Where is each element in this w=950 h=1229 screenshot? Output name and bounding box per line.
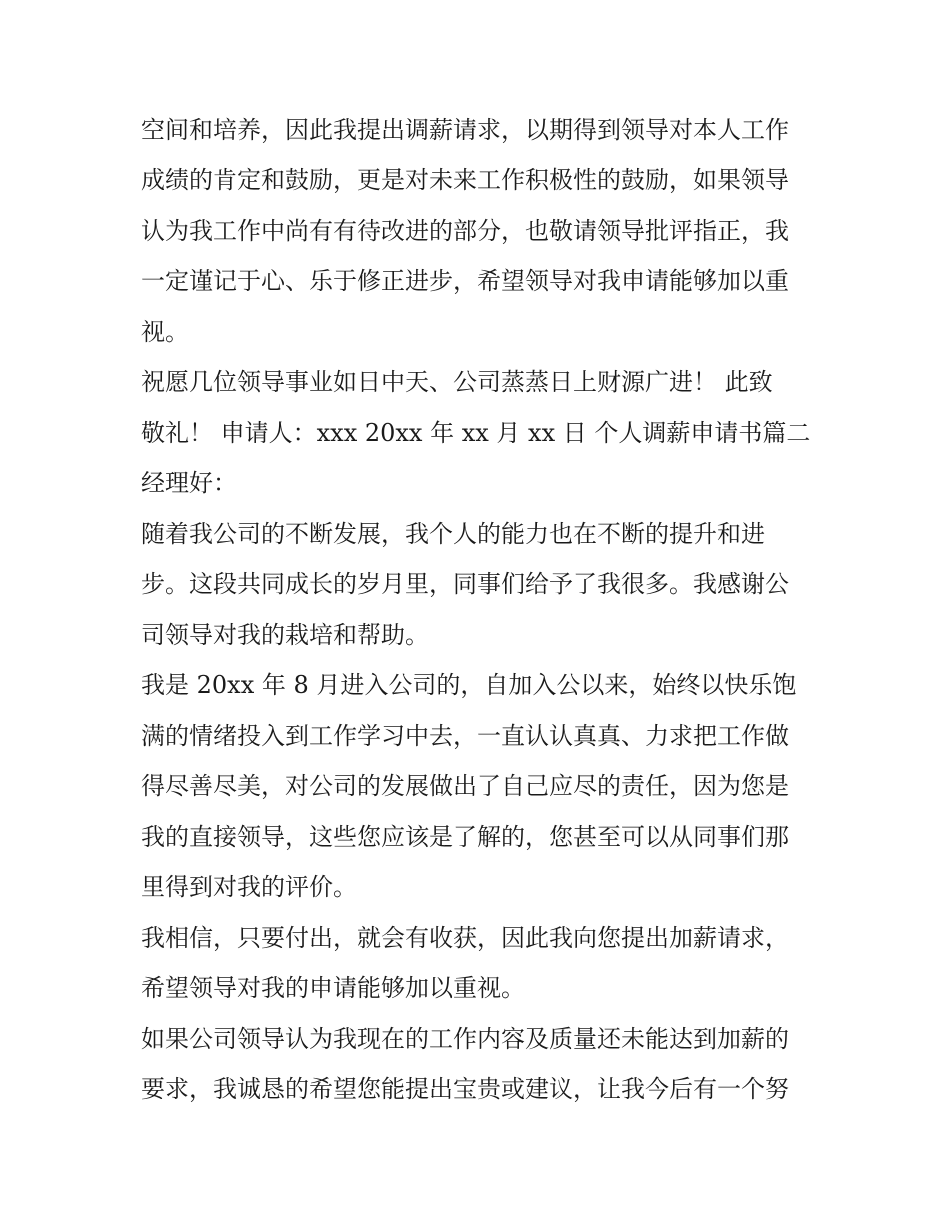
text-line: 希望领导对我的申请能够加以重视。 [141, 974, 525, 1002]
text-line: 成绩的肯定和鼓励，更是对未来工作积极性的鼓励，如果领导 [141, 166, 789, 194]
text-line: 步。这段共同成长的岁月里，同事们给予了我很多。我感谢公 [141, 570, 789, 598]
text-line: 我是 20xx 年 8 月进入公司的，自加入公以来，始终以快乐饱 [141, 671, 797, 699]
text-line: 得尽善尽美，对公司的发展做出了自己应尽的责任，因为您是 [141, 772, 789, 800]
text-line: 我相信，只要付出，就会有收获，因此我向您提出加薪请求， [141, 924, 789, 952]
text-line: 敬礼！ 申请人：xxx 20xx 年 xx 月 xx 日 个人调薪申请书篇二 [141, 419, 811, 447]
text-line: 空间和培养，因此我提出调薪请求，以期得到领导对本人工作 [141, 116, 789, 144]
text-line: 随着我公司的不断发展，我个人的能力也在不断的提升和进 [141, 520, 765, 548]
text-line: 视。 [141, 318, 189, 346]
text-line: 认为我工作中尚有有待改进的部分，也敬请领导批评指正，我 [141, 217, 789, 245]
text-line: 一定谨记于心、乐于修正进步，希望领导对我申请能够加以重 [141, 267, 789, 295]
text-line: 如果公司领导认为我现在的工作内容及质量还未能达到加薪的 [141, 1025, 789, 1053]
text-line: 祝愿几位领导事业如日中天、公司蒸蒸日上财源广进！ 此致 [141, 368, 773, 396]
text-line: 里得到对我的评价。 [141, 873, 357, 901]
text-line: 要求，我诚恳的希望您能提出宝贵或建议，让我今后有一个努 [141, 1075, 789, 1103]
text-line: 满的情绪投入到工作学习中去，一直认认真真、力求把工作做 [141, 722, 789, 750]
text-line: 经理好： [141, 469, 237, 497]
text-line: 我的直接领导，这些您应该是了解的，您甚至可以从同事们那 [141, 823, 789, 851]
text-line: 司领导对我的栽培和帮助。 [141, 621, 429, 649]
